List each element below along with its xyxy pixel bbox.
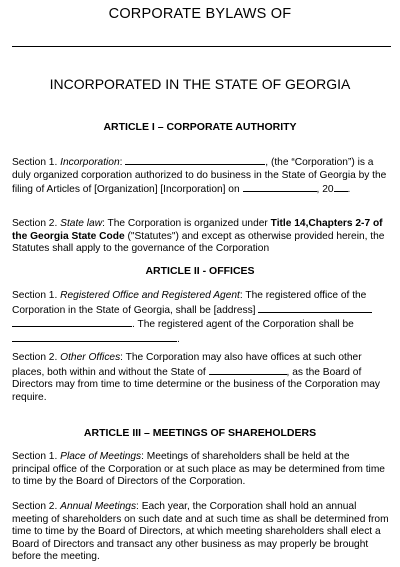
corporation-name-blank[interactable] [12,46,391,47]
document-subtitle: INCORPORATED IN THE STATE OF GEORGIA [49,76,351,92]
article-1-section-2 [12,218,390,256]
section-number: Section 2. [12,218,58,229]
section-number: Section 2. [12,501,58,512]
section-text: : Meetings of shareholders shall be held at the principal office of the Corporation or at such place as may be determined from time to time by the Board of Directors of the Corporation. [12,451,385,487]
section-label: Other Offices [60,352,121,363]
section-number: Section 2. [12,352,58,363]
section-text: , [316,184,320,195]
address-field-1[interactable] [258,303,372,313]
year-prefix: 20 [322,184,334,195]
section-label: Incorporation [60,157,120,168]
document-title: CORPORATE BYLAWS OF [108,6,292,22]
section-label: State law [60,218,103,229]
article-1-heading: ARTICLE I – CORPORATE AUTHORITY [103,121,297,133]
filing-date-field[interactable] [243,182,317,192]
state-field[interactable] [209,365,287,375]
section-text: : The registered office of the Corporation in the State of Georgia, shall be [address] [12,290,367,316]
section-text: : Each year, the Corporation shall hold an annual meeting of shareholders on such date and at such time as shall be determined from time to time by the Board of Directors, at which meeting shareholders shall elect a Board of Directors and transact any other business as may properly be brought before the meeting. [12,501,389,562]
section-label: Registered Office and Registered Agent [60,290,240,301]
section-number: Section 1. [12,290,58,301]
section-text: . [177,333,180,345]
article-3-section-2 [12,501,390,564]
section-text: . [347,184,351,195]
section-text: ("Statutes") and except as otherwise provided herein, the Statutes shall apply to the governance of the Corporation [12,230,385,254]
section-label: Place of Meetings [60,451,142,462]
corporation-name-field[interactable] [125,155,265,165]
section-text: : The Corporation is organized under [102,218,268,229]
statute-reference: Title 14,Chapters 2-7 of the Georgia State Code [12,218,383,242]
section-text: , (the “Corporation”) is a duly organized corporation authorized to do business in the State of Georgia by the filing of Articles of [Organization] [Incorporation] on [12,157,387,195]
address-field-2[interactable] [12,317,132,327]
article-2-heading: ARTICLE II - OFFICES [145,265,255,277]
section-label: Annual Meetings [60,501,137,512]
article-3-heading: ARTICLE III – MEETINGS OF SHAREHOLDERS [83,427,317,439]
section-number: Section 1. [12,157,58,168]
section-text: : The Corporation may also have offices at such other places, both within and without the State of [12,352,362,378]
section-text: , as the Board of Directors may from time to time determine or the business of the Corporation may require. [12,366,381,403]
section-number: Section 1. [12,451,58,462]
filing-year-field[interactable] [334,182,348,192]
section-text: . The registered agent of the Corporation shall be [132,319,354,330]
article-2-section-2 [12,352,390,404]
article-3-section-1 [12,451,390,489]
article-2-section-1 [12,290,390,346]
article-1-section-1: Section 1. Incorporation: , (the “Corporation”) is a duly organized corporation authorized to do business in the State of Georgia by the filing of Articles of [Organization] [Incorporation] on , 20 . [12,157,387,195]
registered-agent-field[interactable] [12,332,177,342]
